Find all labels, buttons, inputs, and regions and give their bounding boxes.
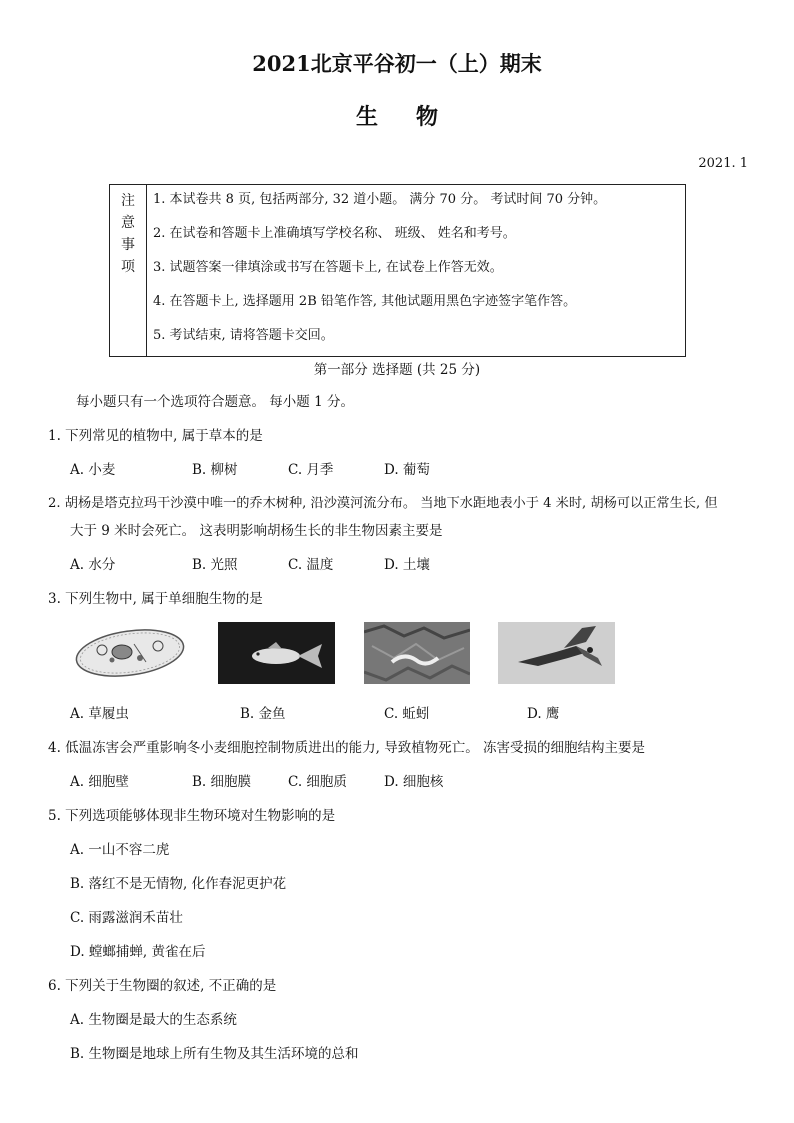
question-3-stem: 3. 下列生物中, 属于单细胞生物的是 xyxy=(48,591,263,607)
question-2-stem-line2: 大于 9 米时会死亡。 这表明影响胡杨生长的非生物因素主要是 xyxy=(70,523,443,539)
notice-label-char: 注 xyxy=(121,193,135,209)
q2-option-b: B. 光照 xyxy=(192,557,238,573)
q6-option-a: A. 生物圈是最大的生态系统 xyxy=(70,1012,237,1028)
q5-option-b: B. 落红不是无情物, 化作春泥更护花 xyxy=(70,876,287,892)
q1-option-b: B. 柳树 xyxy=(192,462,238,478)
question-2-stem-line1: 2. 胡杨是塔克拉玛干沙漠中唯一的乔木树种, 沿沙漠河流分布。 当地下水距地表小于 4 米时, 胡杨可以正常生长, 但 xyxy=(48,496,718,511)
question-5-stem: 5. 下列选项能够体现非生物环境对生物影响的是 xyxy=(48,808,336,824)
notice-label-char: 意 xyxy=(121,215,135,231)
subject-title: 生物 xyxy=(355,104,476,130)
q3-option-d: D. 鹰 xyxy=(527,706,560,722)
earthworm-image xyxy=(364,622,470,684)
q3-option-a: A. 草履虫 xyxy=(70,706,129,722)
q1-option-c: C. 月季 xyxy=(288,462,334,478)
instruction: 每小题只有一个选项符合题意。 每小题 1 分。 xyxy=(76,394,354,410)
question-4-stem: 4. 低温冻害会严重影响冬小麦细胞控制物质进出的能力, 导致植物死亡。 冻害受损的细胞结构主要是 xyxy=(48,740,646,756)
notice-item: 1. 本试卷共 8 页, 包括两部分, 32 道小题。 满分 70 分。 考试时间 70 分钟。 xyxy=(153,192,607,207)
q4-option-a: A. 细胞壁 xyxy=(70,774,129,790)
notice-label-char: 事 xyxy=(121,237,135,253)
q6-option-b: B. 生物圈是地球上所有生物及其生活环境的总和 xyxy=(70,1046,359,1062)
exam-date: 2021. 1 xyxy=(698,156,748,171)
notice-item: 5. 考试结束, 请将答题卡交回。 xyxy=(153,328,334,343)
notice-items xyxy=(147,185,685,356)
q2-option-a: A. 水分 xyxy=(70,557,116,573)
eagle-image xyxy=(498,622,615,684)
notice-box xyxy=(109,184,686,357)
section-title: 第一部分 选择题 (共 25 分) xyxy=(313,362,481,378)
q1-option-d: D. 葡萄 xyxy=(384,462,430,478)
q4-option-b: B. 细胞膜 xyxy=(192,774,252,790)
q4-option-d: D. 细胞核 xyxy=(384,774,444,790)
notice-item: 2. 在试卷和答题卡上准确填写学校名称、 班级、 姓名和考号。 xyxy=(153,226,516,241)
notice-item: 4. 在答题卡上, 选择题用 2B 铅笔作答, 其他试题用黑色字迹签字笔作答。 xyxy=(153,294,577,309)
q5-option-d: D. 螳螂捕蝉, 黄雀在后 xyxy=(70,944,206,960)
paramecium-image xyxy=(72,622,188,684)
q5-option-c: C. 雨露滋润禾苗壮 xyxy=(70,910,183,926)
notice-item: 3. 试题答案一律填涂或书写在答题卡上, 在试卷上作答无效。 xyxy=(153,260,503,275)
goldfish-image xyxy=(218,622,335,684)
question-1-stem: 1. 下列常见的植物中, 属于草本的是 xyxy=(48,428,263,444)
q1-option-a: A. 小麦 xyxy=(70,462,116,478)
notice-label-char: 项 xyxy=(121,259,135,275)
q3-option-b: B. 金鱼 xyxy=(240,706,286,722)
question-6-stem: 6. 下列关于生物圈的叙述, 不正确的是 xyxy=(48,978,277,994)
notice-label xyxy=(110,185,147,356)
q2-option-c: C. 温度 xyxy=(288,557,334,573)
q2-option-d: D. 土壤 xyxy=(384,557,430,573)
q4-option-c: C. 细胞质 xyxy=(288,774,347,790)
q5-option-a: A. 一山不容二虎 xyxy=(70,842,170,858)
exam-title: 2021北京平谷初一（上）期末 xyxy=(252,51,542,76)
q3-option-c: C. 蚯蚓 xyxy=(384,706,430,722)
